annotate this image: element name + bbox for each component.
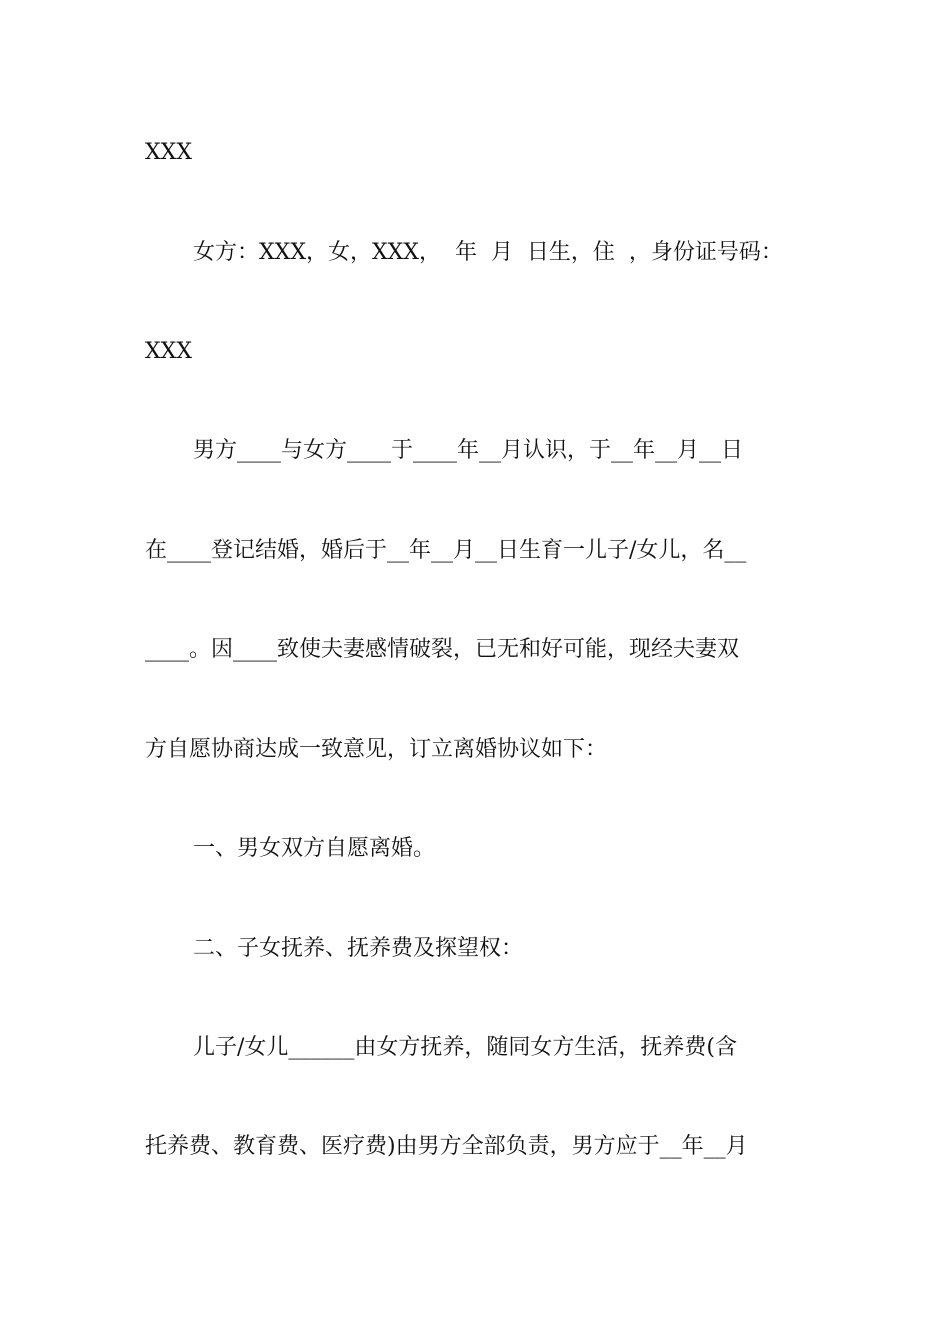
text-line-6: ____。因____致使夫妻感情破裂，已无和好可能，现经夫妻双 xyxy=(145,637,740,662)
text-line-9: 二、子女抚养、抚养费及探望权： xyxy=(193,936,524,961)
text-line-11: 托养费、教育费、医疗费)由男方全部负责，男方应于__年__月 xyxy=(145,1134,748,1159)
text-line-4: 男方____与女方____于____年__月认识，于__年__月__日 xyxy=(193,438,744,463)
text-line-2: 女方：XXX，女，XXX， 年 月 日生，住 ，身份证号码： xyxy=(193,240,783,265)
text-line-1: XXX xyxy=(145,140,192,165)
text-line-5: 在____登记结婚，婚后于__年__月__日生育一儿子/女儿，名__ xyxy=(145,538,747,563)
text-line-7: 方自愿协商达成一致意见，订立离婚协议如下： xyxy=(145,737,608,762)
text-line-3: XXX xyxy=(145,339,192,364)
text-line-10: 儿子/女儿______由女方抚养，随同女方生活，抚养费(含 xyxy=(193,1035,737,1060)
text-line-8: 一、男女双方自愿离婚。 xyxy=(193,836,436,861)
